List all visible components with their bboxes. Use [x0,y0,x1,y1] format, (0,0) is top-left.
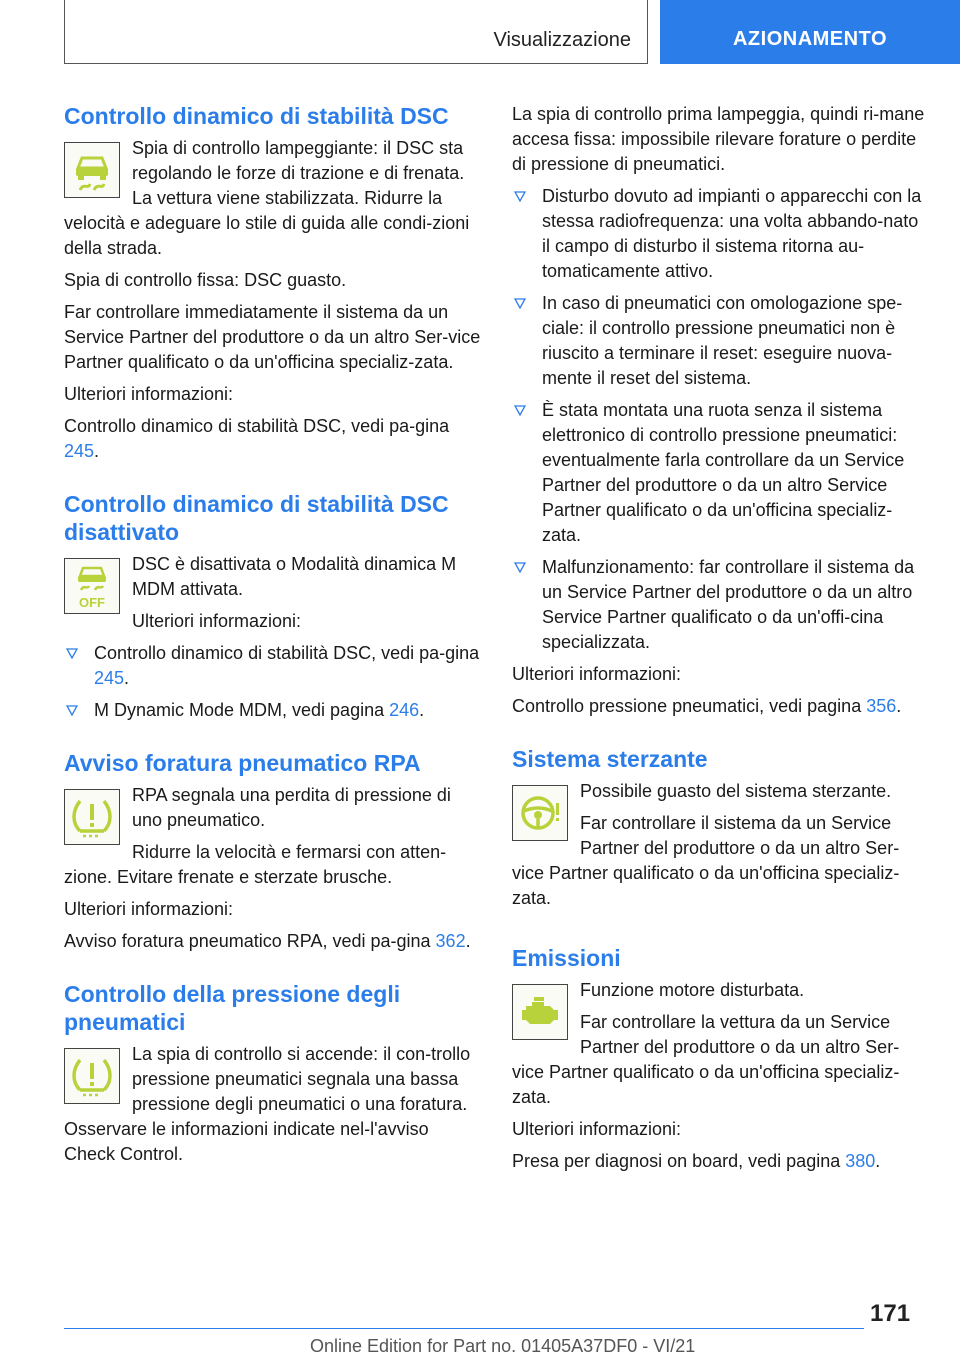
heading-steering: Sistema sterzante [512,746,708,772]
triangle-bullet-icon [514,561,526,573]
tire-pressure-paragraph-4 [512,694,930,719]
section-dsc [64,136,482,268]
punctuation: . [875,1151,881,1171]
footer-edition: Online Edition for Part no. 01405A37DF0 - VI/21 [310,1336,696,1356]
rpa-paragraph-1: RPA segnala una perdita di pressione di uno pneumatico. [132,785,451,830]
list-item [64,698,482,723]
dsc-paragraph-1: Spia di controllo lampeggiante: il DSC sta regolando le forze di trazione e di frenata. La vettura viene stabilizzata. Ridurre la velocità e adeguare lo stile di guida alle condi-zioni della strada. [64,138,470,258]
left-column [64,102,482,1174]
dsc-off-icon-label: OFF [79,595,105,610]
dsc-paragraph-2: Spia di controllo fissa: DSC guasto. [64,270,347,290]
heading-rpa: Avviso foratura pneumatico RPA [64,750,421,776]
rpa-paragraph-3: Ulteriori informazioni: [64,899,234,919]
page-link-380[interactable]: 380 [845,1151,876,1171]
emissions-paragraph-2: Far controllare la vettura da un Service Partner del produttore o da un altro Ser-vice Partner qualificato o da un'officina specializ-zata. [512,1012,900,1107]
heading-emissions: Emissioni [512,945,621,971]
list-item [512,291,930,391]
triangle-bullet-icon [514,297,526,309]
dsc-off-list [64,641,482,723]
tire-pressure-ref-text: Controllo pressione pneumatici, vedi pagina [512,696,862,716]
dsc-skid-car-icon [64,142,120,198]
triangle-bullet-icon [66,704,78,716]
rpa-paragraph-4 [64,929,482,954]
list-item [64,641,482,691]
section-emissions [512,978,930,1117]
tire-pressure-list [512,184,930,655]
list-item [512,555,930,655]
list-item-text: M Dynamic Mode MDM, vedi pagina [94,700,385,720]
punctuation: . [465,931,471,951]
steering-paragraph-2: Far controllare il sistema da un Service Partner del produttore o da un altro Ser-vice Partner qualificato o da un'officina specializ-zata. [512,813,900,908]
section-steering [512,779,930,918]
steering-paragraph-1: Possibile guasto del sistema sterzante. [580,781,892,801]
dsc-paragraph-4: Ulteriori informazioni: [64,384,234,404]
triangle-bullet-icon [514,190,526,202]
tire-pressure-paragraph-1: La spia di controllo si accende: il con-trollo pressione pneumatici segnala una bassa pressione degli pneumatici o una foratura. Osservare le informazioni indicate nel-l'avviso Check Control. [64,1044,471,1164]
steering-wheel-warning-icon [512,785,568,841]
page-link-362[interactable]: 362 [435,931,466,951]
list-item [512,184,930,284]
page-number: 171 [870,1300,911,1327]
dsc-off-paragraph-1: DSC è disattivata o Modalità dinamica M MDM attivata. [132,554,457,599]
section-rpa [64,783,482,897]
page-link-245[interactable]: 245 [94,668,125,688]
section-tire-pressure [64,1042,482,1174]
heading-dsc: Controllo dinamico di stabilità DSC [64,103,449,129]
list-item-text: Malfunzionamento: far controllare il sistema da un Service Partner del produttore o da un altro Service Partner qualificato o da un'offi-cina specializzata. [542,557,915,652]
dsc-off-icon [64,558,120,614]
section-dsc-off [64,552,482,641]
tire-pressure-paragraph-3: Ulteriori informazioni: [512,664,682,684]
list-item-text: È stata montata una ruota senza il sistema elettronico di controllo pressione pneumatici: eventualmente farla controllare da un Service Partner del produttore o da un altro Service Partner qualificato o da un'officina specializ-zata. [542,400,905,545]
list-item-text: Controllo dinamico di stabilità DSC, vedi pa-gina [94,643,480,663]
tire-pressure-paragraph-2: La spia di controllo prima lampeggia, quindi ri-mane accesa fissa: impossibile rilevare forature o perdite di pressione di pneumatici. [512,104,925,174]
right-column [512,102,930,1181]
dsc-off-paragraph-2: Ulteriori informazioni: [132,611,302,631]
page-header [0,0,960,66]
tire-pressure-warning-icon [64,789,120,845]
triangle-bullet-icon [514,404,526,416]
emissions-paragraph-4 [512,1149,930,1174]
page-link-356[interactable]: 356 [866,696,897,716]
tire-pressure-warning-icon [64,1048,120,1104]
header-section-title: Visualizzazione [493,29,631,51]
header-chapter-tab: AZIONAMENTO [660,0,960,64]
punctuation: . [94,441,100,461]
triangle-bullet-icon [66,647,78,659]
list-item-text: Disturbo dovuto ad impianti o apparecchi con la stessa radiofrequenza: una volta abbando-nato il campo di disturbo il sistema ritorna au-tomaticamente attivo. [542,186,922,281]
list-item [512,398,930,548]
punctuation: . [419,700,425,720]
dsc-ref-text: Controllo dinamico di stabilità DSC, vedi pa-gina [64,416,450,436]
dsc-paragraph-3: Far controllare immediatamente il sistema da un Service Partner del produttore o da un altro Ser-vice Partner qualificato o da un'officina specializ-zata. [64,302,481,372]
heading-tire-pressure: Controllo della pressione degli pneumatici [64,981,401,1035]
page-link-246[interactable]: 246 [389,700,420,720]
heading-dsc-off: Controllo dinamico di stabilità DSC disattivato [64,491,449,545]
list-item-text: In caso di pneumatici con omologazione spe-ciale: il controllo pressione pneumatici non è riuscito a terminare il reset: eseguire nuova-mente il reset del sistema. [542,293,903,388]
punctuation: . [124,668,130,688]
rpa-paragraph-2: Ridurre la velocità e fermarsi con atten-zione. Evitare frenate e sterzate brusche. [64,842,447,887]
header-section-box [64,0,648,64]
dsc-paragraph-5 [64,414,482,464]
footer-divider [64,1328,864,1329]
page-link-245[interactable]: 245 [64,441,95,461]
emissions-ref-text: Presa per diagnosi on board, vedi pagina [512,1151,841,1171]
engine-check-icon [512,984,568,1040]
rpa-ref-text: Avviso foratura pneumatico RPA, vedi pa-gina [64,931,431,951]
punctuation: . [896,696,902,716]
emissions-paragraph-1: Funzione motore disturbata. [580,980,805,1000]
emissions-paragraph-3: Ulteriori informazioni: [512,1119,682,1139]
